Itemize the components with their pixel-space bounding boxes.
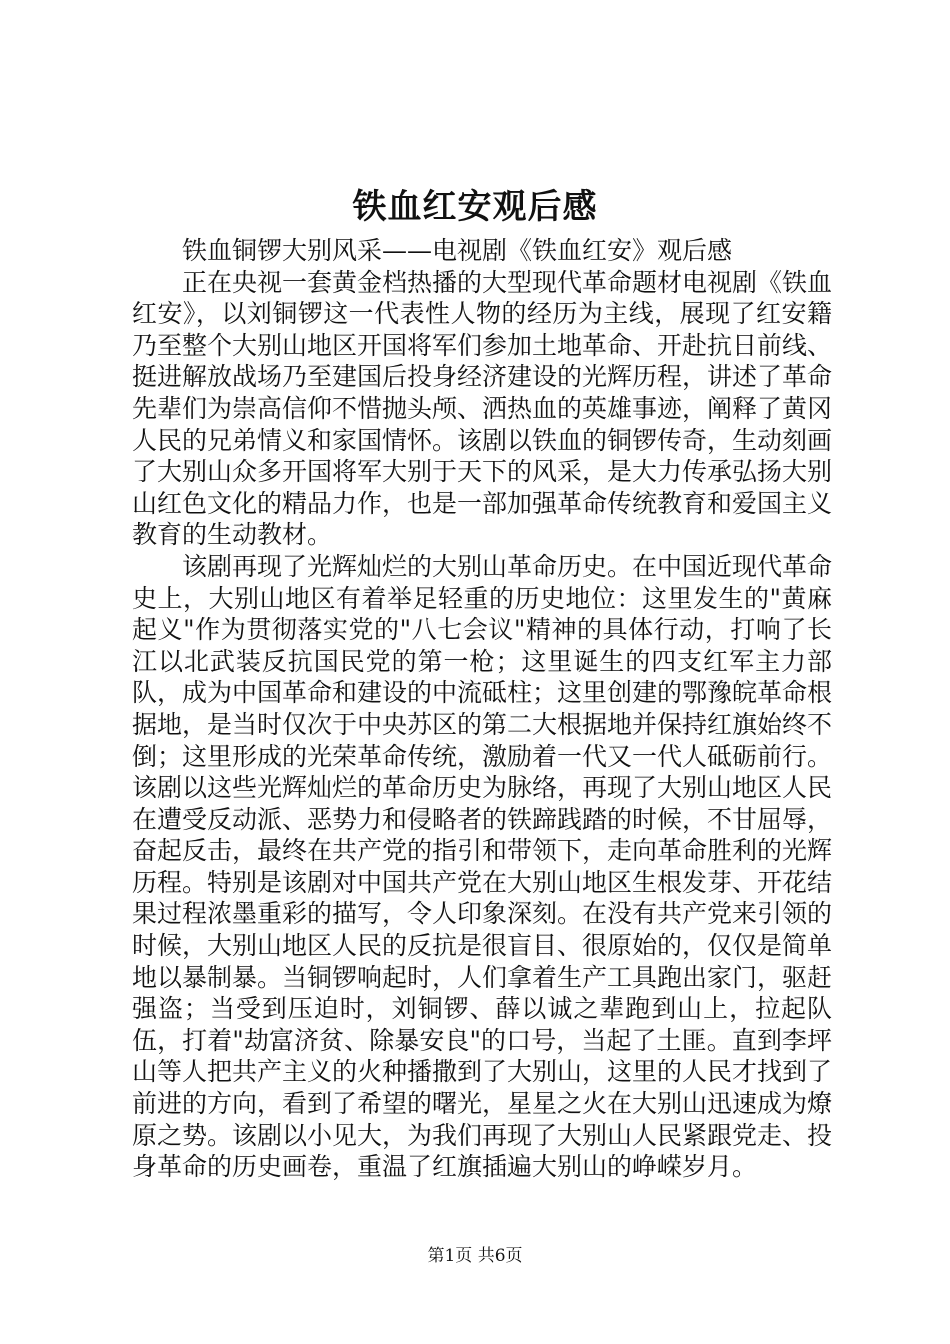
page-title: 铁血红安观后感 [352,187,598,227]
article-body [132,235,832,1183]
page-footer: 第1页 共6页 [427,1246,523,1266]
article-subtitle: 铁血铜锣大别风采——电视剧《铁血红安》观后感 [182,236,733,265]
paragraph-intro: 正在央视一套黄金档热播的大型现代革命题材电视剧《铁血红安》，以刘铜锣这一代表性人物的经历为主线，展现了红安籍乃至整个大别山地区开国将军们参加土地革命、开赴抗日前线、挺进解放战场乃至建国后投身经济建设的光辉历程，讲述了革命先辈们为崇高信仰不惜抛头颅、洒热血的英雄事迹，阐释了黄冈人民的兄弟情义和家国情怀。该剧以铁血的铜锣传奇，生动刻画了大别山众多开国将军大别于天下的风采，是大力传承弘扬大别山红色文化的精品力作，也是一部加强革命传统教育和爱国主义教育的生动教材。 [132,267,833,550]
paragraph-history: 该剧再现了光辉灿烂的大别山革命历史。在中国近现代革命史上，大别山地区有着举足轻重的历史地位：这里发生的"黄麻起义"作为贯彻落实党的"八七会议"精神的具体行动，打响了长江以北武装反抗国民党的第一枪；这里诞生的四支红军主力部队，成为中国革命和建设的中流砥柱；这里创建的鄂豫皖革命根据地，是当时仅次于中央苏区的第二大根据地并保持红旗始终不倒；这里形成的光荣革命传统，激励着一代又一代人砥砺前行。该剧以这些光辉灿烂的革命历史为脉络，再现了大别山地区人民在遭受反动派、恶势力和侵略者的铁蹄践踏的时候，不甘屈辱，奋起反击，最终在共产党的指引和带领下，走向革命胜利的光辉历程。特别是该剧对中国共产党在大别山地区生根发芽、开花结果过程浓墨重彩的描写，令人印象深刻。在没有共产党来引领的时候，大别山地区人民的反抗是很盲目、很原始的，仅仅是简单地以暴制暴。当铜锣响起时，人们拿着生产工具跑出家门，驱赶强盗；当受到压迫时，刘铜锣、薛以诚之辈跑到山上，拉起队伍，打着"劫富济贫、除暴安良"的口号，当起了土匪。直到李坪山等人把共产主义的火种播撒到了大别山，这里的人民才找到了前进的方向，看到了希望的曙光，星星之火在大别山迅速成为燎原之势。该剧以小见大，为我们再现了大别山人民紧跟党走、投身革命的历史画卷，重温了红旗插遍大别山的峥嵘岁月。 [132,551,833,1182]
